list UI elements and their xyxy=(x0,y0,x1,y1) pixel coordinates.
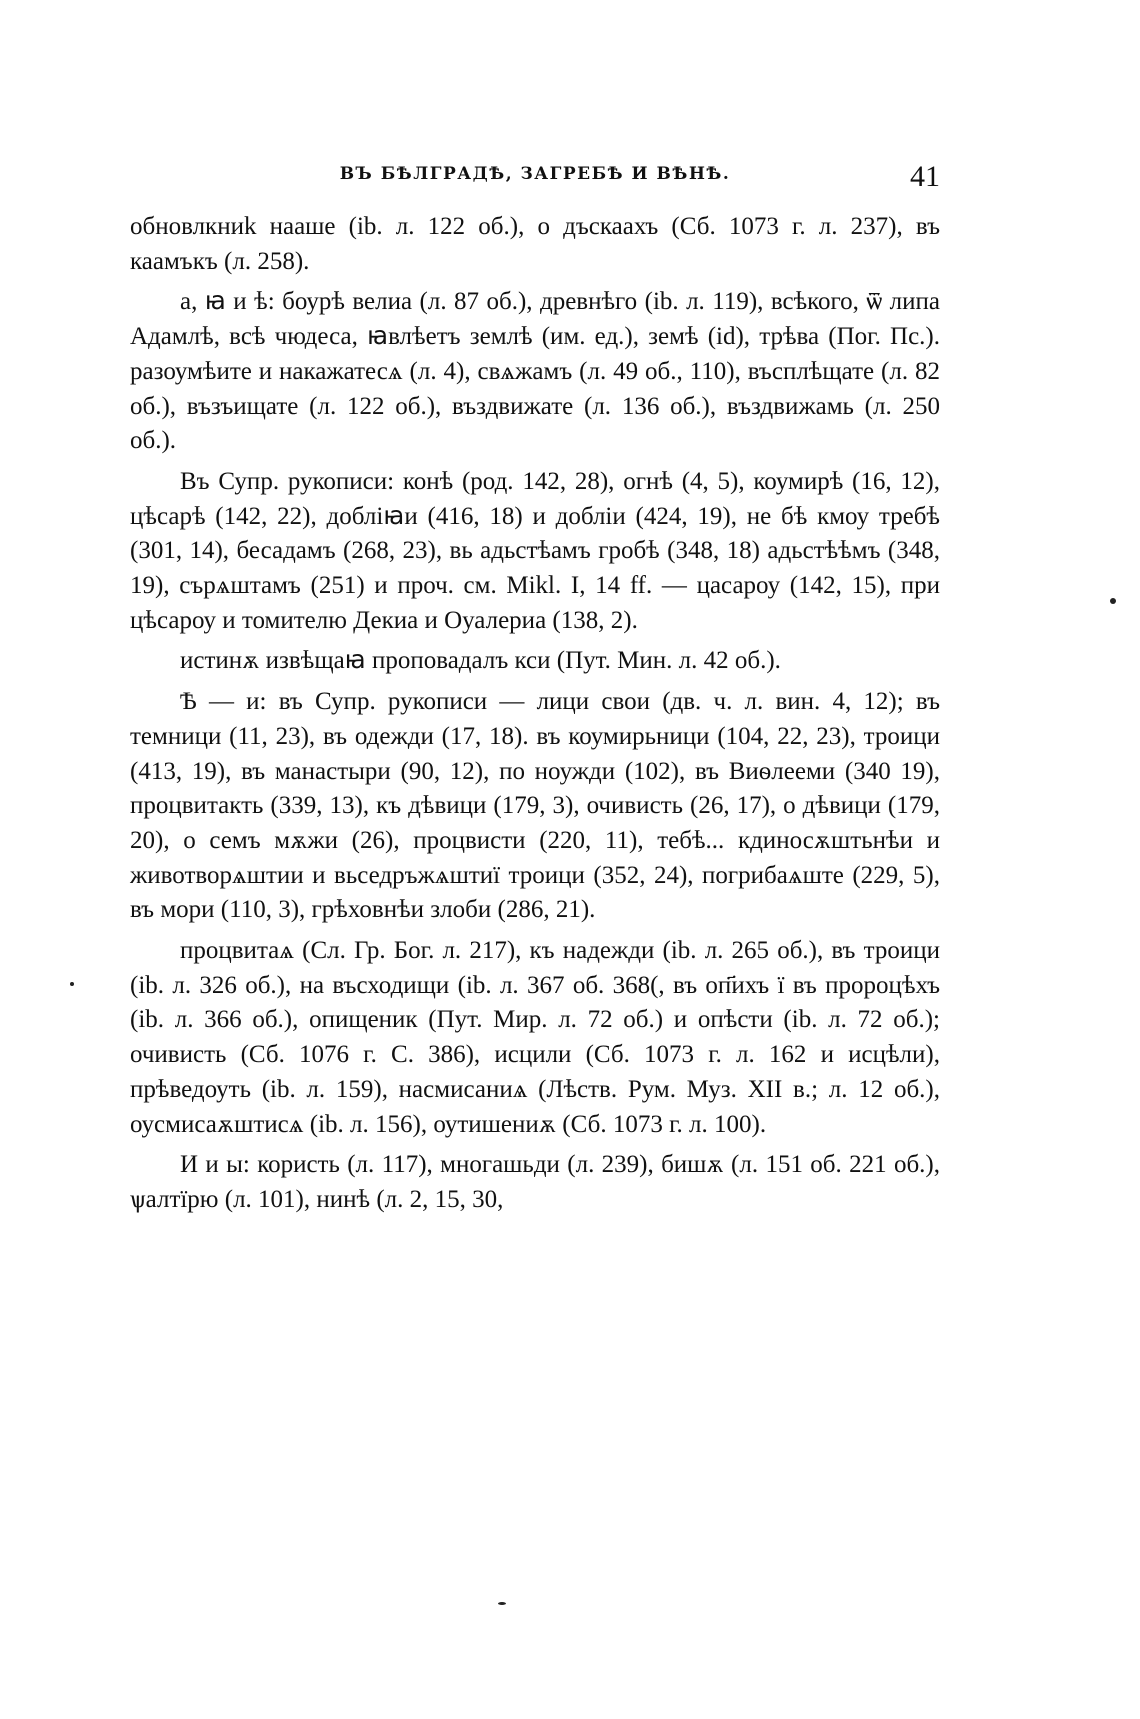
paragraph: процвитаѧ (Сл. Гр. Бог. л. 217), къ надежди (ib. л. 265 об.), въ троици (ib. л. 326 об.), на въсходищи (ib. л. 367 об. 368(, въ оп҃ихъ ї въ пророцѣхъ (ib. л. 366 об.), опищеник (Пут. Мир. л. 72 об.) и опѣсти (ib. л. 72 об.); очивисть (Сб. 1076 г. С. 386), исцили (Сб. 1073 г. л. 162 и исцѣли), прѣведоуть (ib. л. 159), насмисаниѧ (Лѣств. Рум. Муз. XII в.; л. 12 об.), оусмисаѫштисѧ (ib. л. 156), оутишениѫ (Сб. 1073 г. л. 100). xyxy=(130,937,940,1138)
running-head xyxy=(130,160,940,200)
paragraph: Ѣ — и: въ Супр. рукописи — лици свои (дв. ч. л. вин. 4, 12); въ темници (11, 23), въ одежди (17, 18). въ коумирьници (104, 22, 23), троици (413, 19), въ манастыри (90, 12), по ноужди (102), въ Виѳлееми (340 19), процвитакть (339, 13), къ дѣвици (179, 3), очивисть (26, 17), о дѣвици (179, 20), о семъ мѫжи (26), процвисти (220, 11), тебѣ... кдиносѫштьнѣи и животворѧштии и вьседръжѧштиї троици (352, 24), погрибаѧште (229, 5), въ мори (110, 3), грѣховнѣи злоби (286, 21). xyxy=(130,688,940,924)
paragraph: а, ꙗ и ѣ: боурѣ велиа (л. 87 об.), древнѣго (ib. л. 119), всѣкого, ѿ липа Адамлѣ, всѣ чюдеса, ꙗвлѣетъ землѣ (им. ед.), земѣ (id), трѣва (Пог. Пс.). разоумѣите и накажатесѧ (л. 4), свѧжамъ (л. 49 об., 110), въсплѣщате (л. 82 об.), възъищате (л. 122 об.), въздвижате (л. 136 об.), въздвижамь (л. 250 об.). xyxy=(130,288,940,455)
page-number: 41 xyxy=(910,160,940,193)
print-speck xyxy=(1110,598,1116,604)
body-text xyxy=(130,210,940,1224)
paragraph: И и ы: користь (л. 117), многашьди (л. 239), бишѫ (л. 151 об. 221 об.), ѱалтїрю (л. 101), нинѣ (л. 2, 15, 30, xyxy=(130,1151,940,1213)
print-speck xyxy=(498,1602,506,1605)
paragraph: обновлкниk наaше (ib. л. 122 об.), о дъскаахъ (Сб. 1073 г. л. 237), въ каамъкъ (л. 258). xyxy=(130,213,940,275)
paragraph: Въ Супр. рукописи: конѣ (род. 142, 28), огнѣ (4, 5), коумирѣ (16, 12), цѣсарѣ (142, 22), добліꙗи (416, 18) и добліи (424, 19), не бѣ кмоу требѣ (301, 14), бесадамъ (268, 23), вь адьстѣамъ гробѣ (348, 18) адьстѣѣмъ (348, 19), сърѧштамъ (251) и проч. см. Mikl. I, 14 ff. — цасароу (142, 15), при цѣсароу и томителю Декиа и Оуалериа (138, 2). xyxy=(130,467,940,634)
print-speck xyxy=(70,982,74,986)
running-title: ВЪ БѢЛГРАДѢ, ЗАГРЕБѢ И ВѢНѢ. xyxy=(339,164,731,184)
paragraph: истинѫ извѣщаꙗ проповадалъ кси (Пут. Мин. л. 42 об.). xyxy=(180,647,781,675)
